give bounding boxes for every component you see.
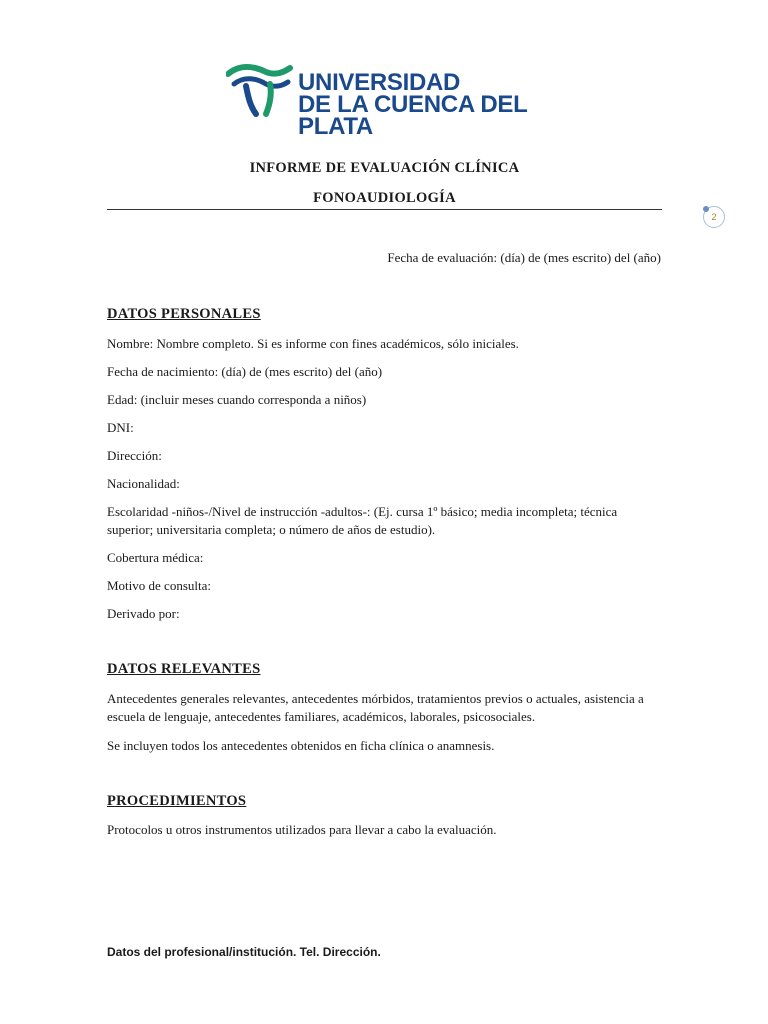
page-number-badge[interactable]: 2	[703, 206, 725, 228]
logo-mark-icon	[226, 62, 294, 122]
personal-line-dni: DNI:	[107, 420, 134, 435]
document-title: INFORME DE EVALUACIÓN CLÍNICA	[249, 160, 520, 176]
professional-footer: Datos del profesional/institución. Tel. Dirección.	[107, 945, 381, 959]
university-logo	[226, 62, 556, 140]
evaluation-date: Fecha de evaluación: (día) de (mes escrito) del (año)	[387, 250, 661, 265]
personal-line-nationality: Nacionalidad:	[107, 476, 180, 491]
logo-line-1: UNIVERSIDAD	[298, 69, 461, 96]
procedures-line: Protocolos u otros instrumentos utilizados para llevar a cabo la evaluación.	[107, 822, 497, 837]
title-divider	[107, 209, 662, 210]
personal-line-name: Nombre: Nombre completo. Si es informe con fines académicos, sólo iniciales.	[107, 336, 519, 351]
page-badge-dot-icon	[703, 206, 709, 212]
section-heading-personal: DATOS PERSONALES	[107, 306, 261, 322]
logo-line-2: DE LA CUENCA DEL PLATA	[298, 91, 527, 140]
relevant-line-sources: Se incluyen todos los antecedentes obtenidos en ficha clínica o anamnesis.	[107, 738, 495, 753]
personal-line-address: Dirección:	[107, 448, 162, 463]
personal-line-schooling: Escolaridad -niños-/Nivel de instrucción -adultos-: (Ej. cursa 1º básico; media incompleta; técnica superior; universitaria completa; o número de años de estudio).	[107, 504, 618, 537]
personal-line-coverage: Cobertura médica:	[107, 550, 204, 565]
section-heading-relevant: DATOS RELEVANTES	[107, 661, 261, 677]
personal-line-age: Edad: (incluir meses cuando corresponda a niños)	[107, 392, 367, 407]
personal-line-referred: Derivado por:	[107, 606, 180, 621]
personal-line-birthdate: Fecha de nacimiento: (día) de (mes escrito) del (año)	[107, 364, 383, 379]
relevant-line-history: Antecedentes generales relevantes, antecedentes mórbidos, tratamientos previos o actuales, asistencia a escuela de lenguaje, antecedentes familiares, académicos, laborales, psicosociales.	[107, 691, 644, 724]
personal-line-reason: Motivo de consulta:	[107, 578, 211, 593]
document-subtitle: FONOAUDIOLOGÍA	[313, 190, 456, 206]
section-heading-procedures: PROCEDIMIENTOS	[107, 793, 247, 809]
